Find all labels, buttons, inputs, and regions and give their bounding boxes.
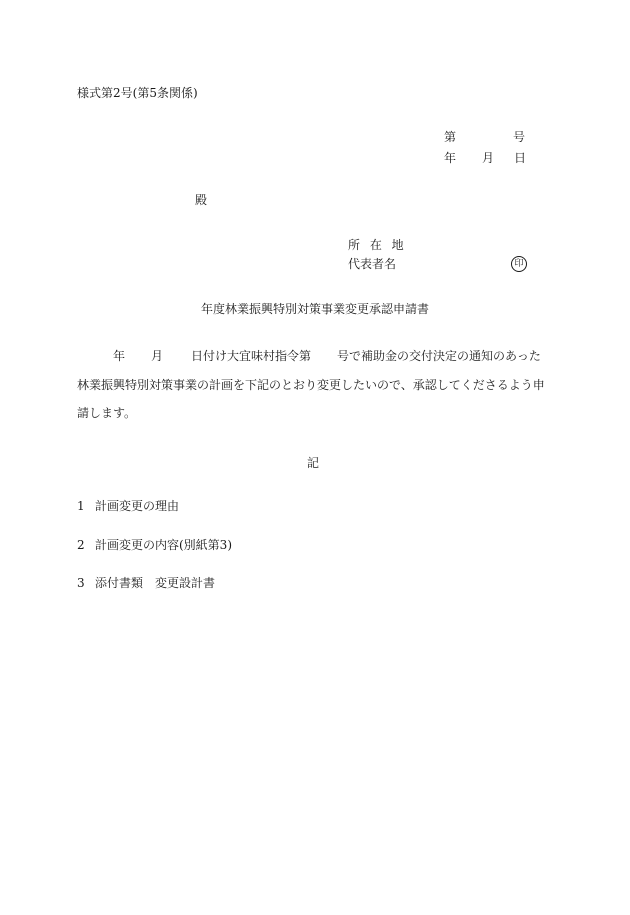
list-item (77, 539, 232, 551)
address-label: 所 在 地 (348, 238, 407, 252)
body-paragraph (77, 342, 552, 428)
body-text-2: 号で補助金の交付決定の通知のあった林業振興特別対策事業の計画を下記のとおり変更したいので、承認してくださるよう申請します。 (77, 349, 545, 420)
date-day-label: 日 (514, 151, 527, 165)
list-item-text: 計画変更の内容(別紙第3) (95, 538, 232, 552)
list-item-text: 添付書類 変更設計書 (95, 576, 216, 590)
list-item-number: 3 (77, 576, 85, 590)
list-item (77, 500, 179, 512)
form-label: 様式第2号(第5条関係) (77, 86, 198, 100)
date-year-label: 年 (444, 151, 457, 165)
list-item-number: 1 (77, 499, 85, 513)
list-item-number: 2 (77, 538, 85, 552)
list-item (77, 577, 215, 589)
date-month-label: 月 (482, 151, 495, 165)
ki-heading: 記 (307, 456, 320, 470)
number-prefix: 第 (444, 130, 457, 144)
body-year: 年 (113, 349, 126, 363)
list-item-text: 計画変更の理由 (95, 499, 180, 513)
document-title: 年度林業振興特別対策事業変更承認申請書 (200, 302, 429, 316)
seal-mark-icon: 印 (511, 256, 527, 272)
body-month: 月 (151, 349, 164, 363)
number-suffix: 号 (513, 130, 526, 144)
addressee-suffix: 殿 (195, 193, 208, 207)
body-text-1: 日付け大宜味村指令第 (191, 349, 312, 363)
representative-label: 代表者名 (348, 257, 397, 271)
